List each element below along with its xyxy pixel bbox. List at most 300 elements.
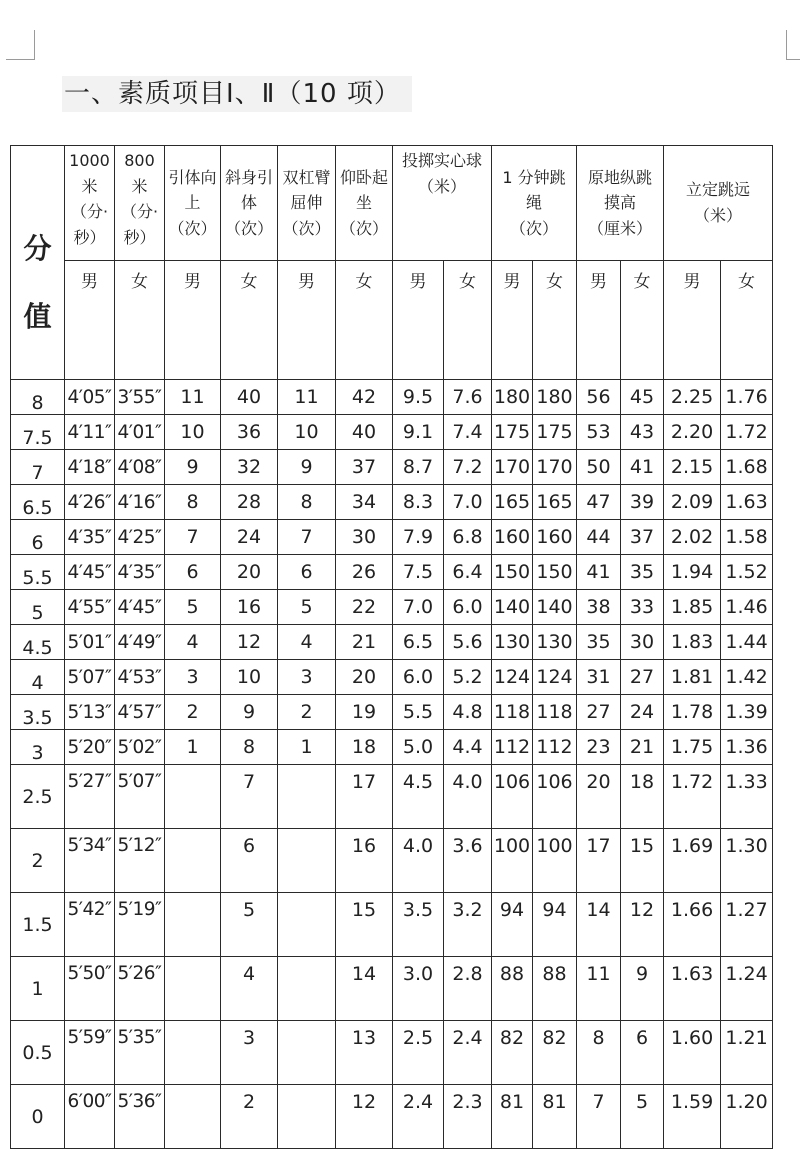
table-cell: 9.1 xyxy=(393,415,444,450)
table-cell: 7.4 xyxy=(444,415,492,450)
item-header-incline-pullup xyxy=(221,146,278,261)
item-header-line: 800 xyxy=(124,151,155,170)
table-cell: 112 xyxy=(533,730,577,765)
table-cell: 5′13″ xyxy=(65,695,115,730)
score-value-cell: 7.5 xyxy=(11,415,65,450)
table-cell: 1.42 xyxy=(721,660,773,695)
table-cell: 180 xyxy=(492,380,533,415)
table-cell: 12 xyxy=(336,1085,393,1149)
gender-cell: 女 xyxy=(444,261,492,380)
table-cell: 1.72 xyxy=(721,415,773,450)
table-cell: 82 xyxy=(533,1021,577,1085)
table-cell: 41 xyxy=(577,555,621,590)
table-row xyxy=(11,829,773,893)
item-header-line: 摸高 xyxy=(604,193,637,213)
table-cell: 4′25″ xyxy=(115,520,165,555)
table-cell: 180 xyxy=(533,380,577,415)
table-cell: 23 xyxy=(577,730,621,765)
item-header-line: （次） xyxy=(510,218,559,238)
table-cell xyxy=(278,765,336,829)
score-value-cell: 5 xyxy=(11,590,65,625)
table-cell: 1.30 xyxy=(721,829,773,893)
table-cell: 5′02″ xyxy=(115,730,165,765)
table-cell: 41 xyxy=(621,450,664,485)
table-cell: 6.0 xyxy=(393,660,444,695)
table-cell: 7.6 xyxy=(444,380,492,415)
item-header-line: 原地纵跳 xyxy=(588,167,653,187)
table-cell: 106 xyxy=(492,765,533,829)
table-row xyxy=(11,555,773,590)
gender-cell: 男 xyxy=(165,261,221,380)
gender-cell: 男 xyxy=(65,261,115,380)
table-cell: 124 xyxy=(492,660,533,695)
table-cell: 6′00″ xyxy=(65,1085,115,1149)
table-cell: 1.59 xyxy=(664,1085,721,1149)
table-cell: 4′45″ xyxy=(65,555,115,590)
table-cell: 1.44 xyxy=(721,625,773,660)
table-cell: 4 xyxy=(165,625,221,660)
table-cell: 1.58 xyxy=(721,520,773,555)
gender-cell: 女 xyxy=(115,261,165,380)
table-cell: 1.66 xyxy=(664,893,721,957)
table-row xyxy=(11,415,773,450)
table-cell: 5.6 xyxy=(444,625,492,660)
table-cell: 5′20″ xyxy=(65,730,115,765)
table-cell: 11 xyxy=(577,957,621,1021)
table-cell: 9 xyxy=(621,957,664,1021)
table-cell: 165 xyxy=(492,485,533,520)
table-cell: 5′26″ xyxy=(115,957,165,1021)
crop-mark-top-left-h xyxy=(6,59,35,60)
table-cell: 37 xyxy=(621,520,664,555)
table-cell: 100 xyxy=(533,829,577,893)
table-cell: 7 xyxy=(278,520,336,555)
item-header-line: 上（次） xyxy=(168,193,217,238)
table-cell: 5 xyxy=(221,893,278,957)
header-row-gender xyxy=(11,261,773,380)
table-cell xyxy=(165,893,221,957)
item-header-vertical-jump xyxy=(577,146,664,261)
table-cell: 2.15 xyxy=(664,450,721,485)
table-cell: 35 xyxy=(621,555,664,590)
table-cell: 44 xyxy=(577,520,621,555)
table-cell: 112 xyxy=(492,730,533,765)
table-cell: 5′07″ xyxy=(115,765,165,829)
table-cell: 8 xyxy=(278,485,336,520)
table-cell: 3.6 xyxy=(444,829,492,893)
table-cell: 2.3 xyxy=(444,1085,492,1149)
table-cell: 4′49″ xyxy=(115,625,165,660)
table-cell xyxy=(278,957,336,1021)
table-cell: 7 xyxy=(577,1085,621,1149)
table-cell: 6 xyxy=(165,555,221,590)
table-cell: 1.68 xyxy=(721,450,773,485)
table-cell: 7.0 xyxy=(393,590,444,625)
table-row xyxy=(11,893,773,957)
item-header-line: （米） xyxy=(694,206,743,225)
table-cell: 53 xyxy=(577,415,621,450)
table-cell: 14 xyxy=(577,893,621,957)
item-header-line: 仰卧起 xyxy=(339,167,388,187)
table-cell: 20 xyxy=(221,555,278,590)
table-cell: 28 xyxy=(221,485,278,520)
table-cell: 4′05″ xyxy=(65,380,115,415)
table-cell: 1.72 xyxy=(664,765,721,829)
item-header-situp xyxy=(336,146,393,261)
table-cell: 5′12″ xyxy=(115,829,165,893)
item-header-line: 1 分钟跳 xyxy=(502,167,566,187)
table-cell: 45 xyxy=(621,380,664,415)
item-header-line: 立定跳远 xyxy=(686,180,751,200)
table-cell: 17 xyxy=(577,829,621,893)
table-cell: 15 xyxy=(621,829,664,893)
table-cell: 1.21 xyxy=(721,1021,773,1085)
table-cell xyxy=(165,765,221,829)
table-cell: 2.20 xyxy=(664,415,721,450)
item-header-line: 引体向 xyxy=(168,167,217,187)
table-cell: 9 xyxy=(221,695,278,730)
table-cell: 7.5 xyxy=(393,555,444,590)
table-cell: 4′35″ xyxy=(65,520,115,555)
score-value-cell: 1 xyxy=(11,957,65,1021)
table-cell: 4′01″ xyxy=(115,415,165,450)
score-header-cell xyxy=(11,146,65,380)
table-cell: 130 xyxy=(492,625,533,660)
table-cell: 27 xyxy=(577,695,621,730)
table-cell: 39 xyxy=(621,485,664,520)
table-cell: 140 xyxy=(492,590,533,625)
table-cell: 2.25 xyxy=(664,380,721,415)
item-header-line: 秒） xyxy=(123,227,156,247)
table-cell: 2.5 xyxy=(393,1021,444,1085)
score-value-cell: 0 xyxy=(11,1085,65,1149)
table-cell: 1.63 xyxy=(721,485,773,520)
table-cell: 4.0 xyxy=(444,765,492,829)
table-cell: 16 xyxy=(221,590,278,625)
item-header-800m xyxy=(115,146,165,261)
table-cell: 15 xyxy=(336,893,393,957)
table-cell: 88 xyxy=(533,957,577,1021)
score-table-body xyxy=(11,380,773,1149)
table-cell: 6.4 xyxy=(444,555,492,590)
table-cell: 8.7 xyxy=(393,450,444,485)
table-cell: 2.02 xyxy=(664,520,721,555)
table-cell: 4′08″ xyxy=(115,450,165,485)
table-cell: 3 xyxy=(278,660,336,695)
crop-mark-top-right-h xyxy=(786,59,800,60)
table-cell: 1.75 xyxy=(664,730,721,765)
table-row xyxy=(11,625,773,660)
table-cell: 40 xyxy=(336,415,393,450)
score-value-cell: 1.5 xyxy=(11,893,65,957)
table-cell xyxy=(165,829,221,893)
score-header-char-1: 分 xyxy=(23,232,52,266)
table-row xyxy=(11,450,773,485)
table-cell: 36 xyxy=(221,415,278,450)
table-cell: 6 xyxy=(621,1021,664,1085)
table-cell: 5′59″ xyxy=(65,1021,115,1085)
item-header-line: （分· xyxy=(70,202,109,222)
table-cell: 8 xyxy=(165,485,221,520)
score-value-cell: 4 xyxy=(11,660,65,695)
table-cell: 1.85 xyxy=(664,590,721,625)
table-cell: 24 xyxy=(221,520,278,555)
item-header-long-jump xyxy=(664,146,773,261)
table-cell: 1.81 xyxy=(664,660,721,695)
table-cell: 6.8 xyxy=(444,520,492,555)
section-title: 一、素质项目Ⅰ、Ⅱ（10 项） xyxy=(62,76,412,112)
table-cell: 35 xyxy=(577,625,621,660)
table-cell: 8.3 xyxy=(393,485,444,520)
table-cell: 18 xyxy=(336,730,393,765)
table-cell: 10 xyxy=(165,415,221,450)
table-cell: 4′26″ xyxy=(65,485,115,520)
score-value-cell: 7 xyxy=(11,450,65,485)
table-cell: 118 xyxy=(492,695,533,730)
table-cell: 4.8 xyxy=(444,695,492,730)
table-row xyxy=(11,957,773,1021)
table-cell: 43 xyxy=(621,415,664,450)
table-row xyxy=(11,485,773,520)
table-cell: 118 xyxy=(533,695,577,730)
table-cell: 1.76 xyxy=(721,380,773,415)
table-cell: 6.0 xyxy=(444,590,492,625)
table-cell: 26 xyxy=(336,555,393,590)
gender-cell: 男 xyxy=(278,261,336,380)
item-header-line: 斜身引 xyxy=(224,167,273,187)
table-cell: 18 xyxy=(621,765,664,829)
table-cell: 20 xyxy=(577,765,621,829)
score-value-cell: 6 xyxy=(11,520,65,555)
gender-cell: 女 xyxy=(533,261,577,380)
table-row xyxy=(11,380,773,415)
table-row xyxy=(11,730,773,765)
item-header-line: 米 xyxy=(81,176,98,196)
table-cell: 13 xyxy=(336,1021,393,1085)
score-value-cell: 2 xyxy=(11,829,65,893)
table-cell: 1.39 xyxy=(721,695,773,730)
table-row xyxy=(11,520,773,555)
score-value-cell: 0.5 xyxy=(11,1021,65,1085)
table-cell: 1.60 xyxy=(664,1021,721,1085)
table-cell: 3′55″ xyxy=(115,380,165,415)
table-cell: 2 xyxy=(278,695,336,730)
score-value-cell: 4.5 xyxy=(11,625,65,660)
table-row xyxy=(11,660,773,695)
table-cell: 175 xyxy=(533,415,577,450)
gender-cell: 男 xyxy=(393,261,444,380)
item-header-line: 双杠臂 xyxy=(282,167,331,187)
item-header-line: 1000 xyxy=(69,151,110,170)
table-cell: 40 xyxy=(221,380,278,415)
table-cell: 22 xyxy=(336,590,393,625)
table-cell: 3.5 xyxy=(393,893,444,957)
table-cell: 34 xyxy=(336,485,393,520)
item-header-line: 绳 xyxy=(526,193,543,213)
table-cell: 106 xyxy=(533,765,577,829)
table-cell: 170 xyxy=(533,450,577,485)
crop-mark-top-right-v xyxy=(786,30,787,60)
table-cell: 37 xyxy=(336,450,393,485)
table-cell: 42 xyxy=(336,380,393,415)
table-cell: 33 xyxy=(621,590,664,625)
table-cell xyxy=(278,1021,336,1085)
item-header-line: 米 xyxy=(131,176,148,196)
gender-cell: 女 xyxy=(221,261,278,380)
table-cell: 5.2 xyxy=(444,660,492,695)
table-cell: 10 xyxy=(221,660,278,695)
table-cell: 5′27″ xyxy=(65,765,115,829)
table-cell: 2 xyxy=(165,695,221,730)
table-cell: 2.09 xyxy=(664,485,721,520)
table-cell: 4 xyxy=(278,625,336,660)
table-cell: 24 xyxy=(621,695,664,730)
table-cell: 11 xyxy=(278,380,336,415)
item-header-pullup xyxy=(165,146,221,261)
item-header-line: 屈伸 xyxy=(290,193,323,213)
header-row-items xyxy=(11,146,773,261)
table-cell: 1.52 xyxy=(721,555,773,590)
table-cell: 165 xyxy=(533,485,577,520)
table-cell xyxy=(278,829,336,893)
score-value-cell: 5.5 xyxy=(11,555,65,590)
table-cell: 5 xyxy=(165,590,221,625)
table-cell: 9 xyxy=(278,450,336,485)
table-cell: 2.8 xyxy=(444,957,492,1021)
gender-cell: 男 xyxy=(492,261,533,380)
table-cell: 31 xyxy=(577,660,621,695)
table-cell: 6 xyxy=(278,555,336,590)
table-cell: 4′53″ xyxy=(115,660,165,695)
table-cell: 175 xyxy=(492,415,533,450)
table-cell: 81 xyxy=(492,1085,533,1149)
table-cell xyxy=(165,1021,221,1085)
table-cell: 5.5 xyxy=(393,695,444,730)
table-cell: 2.4 xyxy=(444,1021,492,1085)
item-header-rope-skip xyxy=(492,146,577,261)
table-cell: 1 xyxy=(278,730,336,765)
table-cell: 1.20 xyxy=(721,1085,773,1149)
table-cell: 7.0 xyxy=(444,485,492,520)
table-cell: 4.0 xyxy=(393,829,444,893)
table-cell: 5′50″ xyxy=(65,957,115,1021)
table-cell: 1.78 xyxy=(664,695,721,730)
table-cell: 4′16″ xyxy=(115,485,165,520)
score-table xyxy=(10,145,773,1149)
table-cell: 16 xyxy=(336,829,393,893)
table-cell: 7 xyxy=(221,765,278,829)
table-cell: 4′18″ xyxy=(65,450,115,485)
table-cell: 8 xyxy=(221,730,278,765)
table-cell: 88 xyxy=(492,957,533,1021)
table-cell: 19 xyxy=(336,695,393,730)
table-cell: 27 xyxy=(621,660,664,695)
table-cell: 7 xyxy=(165,520,221,555)
gender-cell: 女 xyxy=(621,261,664,380)
item-header-line: 投掷实心球 xyxy=(402,151,483,170)
item-header-line: 体（次） xyxy=(224,193,273,238)
table-cell: 4′55″ xyxy=(65,590,115,625)
table-cell: 150 xyxy=(533,555,577,590)
table-cell: 3 xyxy=(165,660,221,695)
table-cell: 1.36 xyxy=(721,730,773,765)
table-cell: 3.0 xyxy=(393,957,444,1021)
score-value-cell: 3 xyxy=(11,730,65,765)
table-cell: 6 xyxy=(221,829,278,893)
table-cell: 5.0 xyxy=(393,730,444,765)
table-cell: 81 xyxy=(533,1085,577,1149)
table-cell: 50 xyxy=(577,450,621,485)
table-cell: 4′45″ xyxy=(115,590,165,625)
table-cell: 2.4 xyxy=(393,1085,444,1149)
gender-cell: 男 xyxy=(577,261,621,380)
table-cell: 5 xyxy=(621,1085,664,1149)
table-cell: 1.24 xyxy=(721,957,773,1021)
table-cell: 8 xyxy=(577,1021,621,1085)
table-cell: 17 xyxy=(336,765,393,829)
table-cell xyxy=(278,893,336,957)
table-row xyxy=(11,765,773,829)
table-cell: 5′36″ xyxy=(115,1085,165,1149)
crop-mark-top-left-v xyxy=(34,30,35,60)
table-cell xyxy=(165,957,221,1021)
table-cell: 1.69 xyxy=(664,829,721,893)
table-cell: 21 xyxy=(336,625,393,660)
table-cell: 6.5 xyxy=(393,625,444,660)
table-cell: 4′35″ xyxy=(115,555,165,590)
item-header-dip xyxy=(278,146,336,261)
table-cell: 10 xyxy=(278,415,336,450)
table-cell: 5′01″ xyxy=(65,625,115,660)
score-value-cell: 2.5 xyxy=(11,765,65,829)
table-cell: 12 xyxy=(221,625,278,660)
table-cell: 1.63 xyxy=(664,957,721,1021)
gender-cell: 男 xyxy=(664,261,721,380)
table-cell: 11 xyxy=(165,380,221,415)
table-cell: 1.46 xyxy=(721,590,773,625)
table-cell: 3 xyxy=(221,1021,278,1085)
table-row xyxy=(11,1085,773,1149)
table-cell: 12 xyxy=(621,893,664,957)
table-cell: 20 xyxy=(336,660,393,695)
item-header-line: （厘米） xyxy=(588,218,653,238)
table-cell: 7.2 xyxy=(444,450,492,485)
table-cell: 4′11″ xyxy=(65,415,115,450)
table-cell: 160 xyxy=(492,520,533,555)
item-header-line: 秒） xyxy=(73,227,106,247)
table-cell: 3.2 xyxy=(444,893,492,957)
table-cell: 82 xyxy=(492,1021,533,1085)
table-cell: 4.5 xyxy=(393,765,444,829)
table-cell: 4.4 xyxy=(444,730,492,765)
table-cell: 2 xyxy=(221,1085,278,1149)
table-row xyxy=(11,695,773,730)
table-cell: 1 xyxy=(165,730,221,765)
score-value-cell: 8 xyxy=(11,380,65,415)
table-cell: 1.94 xyxy=(664,555,721,590)
table-cell: 5′42″ xyxy=(65,893,115,957)
gender-cell: 女 xyxy=(721,261,773,380)
table-cell xyxy=(165,1085,221,1149)
table-cell: 100 xyxy=(492,829,533,893)
item-header-line: （米） xyxy=(418,176,467,196)
item-header-line: （分· xyxy=(120,202,159,222)
table-cell: 160 xyxy=(533,520,577,555)
table-cell: 5′07″ xyxy=(65,660,115,695)
table-cell: 47 xyxy=(577,485,621,520)
table-cell: 140 xyxy=(533,590,577,625)
score-value-cell: 6.5 xyxy=(11,485,65,520)
